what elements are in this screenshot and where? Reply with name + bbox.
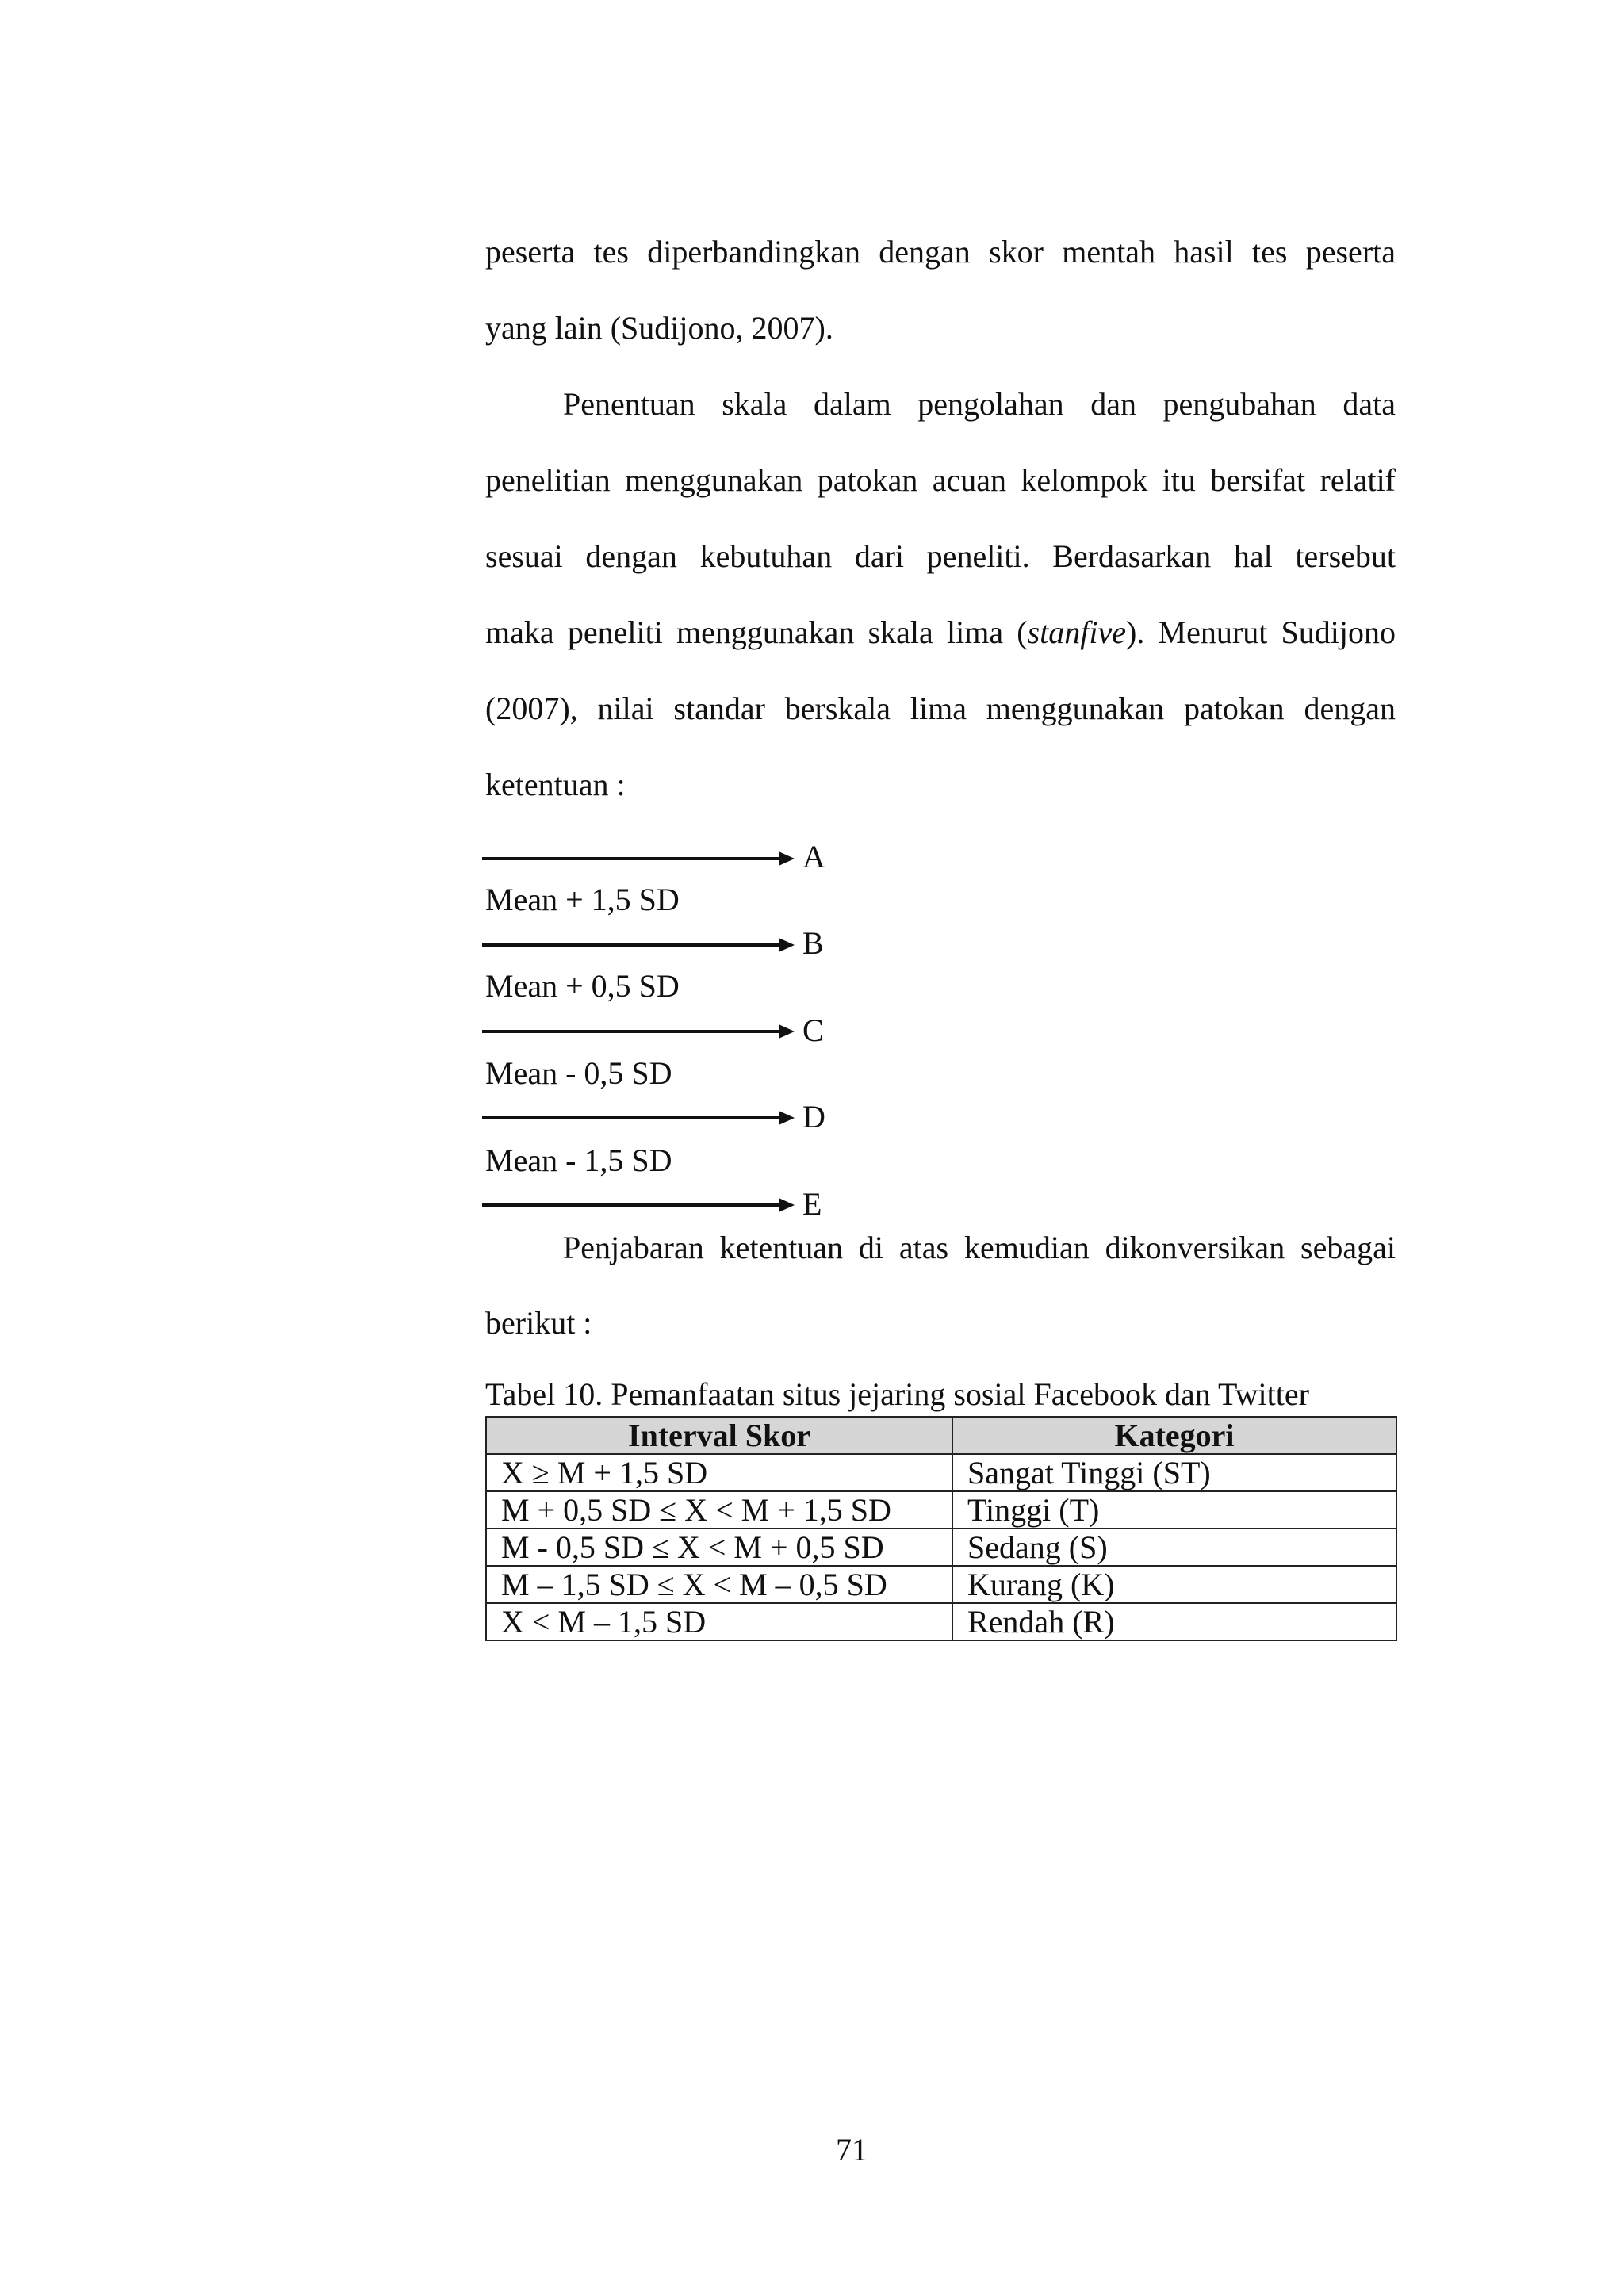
table-row bbox=[486, 1566, 1396, 1603]
cell-category: Kurang (K) bbox=[952, 1566, 1396, 1603]
grade-e: E bbox=[802, 1186, 822, 1222]
header-interval: Interval Skor bbox=[486, 1417, 952, 1454]
table-header-row bbox=[486, 1417, 1396, 1454]
paragraph2-line6: ketentuan : bbox=[485, 767, 626, 802]
paragraph2-line1: Penentuan skala dalam pengolahan dan pengubahan data bbox=[563, 386, 1396, 422]
arrow-right-icon bbox=[481, 1016, 798, 1047]
category-table bbox=[485, 1416, 1397, 1641]
paragraph2-line4-post: ). Menurut Sudijono bbox=[1126, 614, 1396, 650]
grade-d: D bbox=[802, 1099, 825, 1135]
header-category: Kategori bbox=[952, 1417, 1396, 1454]
table-row bbox=[486, 1454, 1396, 1491]
scale-arrow-e bbox=[481, 1189, 798, 1221]
table-row bbox=[486, 1603, 1396, 1640]
paragraph2-line2: penelitian menggunakan patokan acuan kelompok itu bersifat relatif bbox=[485, 462, 1396, 498]
cell-interval: M + 0,5 SD ≤ X < M + 1,5 SD bbox=[486, 1491, 952, 1529]
table-row bbox=[486, 1529, 1396, 1566]
paragraph2-line4 bbox=[485, 614, 1396, 652]
threshold-3: Mean - 0,5 SD bbox=[485, 1055, 672, 1091]
arrow-right-icon bbox=[481, 843, 798, 874]
cell-interval: M – 1,5 SD ≤ X < M – 0,5 SD bbox=[486, 1566, 952, 1603]
scale-arrow-d bbox=[481, 1102, 798, 1134]
arrow-right-icon bbox=[481, 929, 798, 961]
cell-interval: M - 0,5 SD ≤ X < M + 0,5 SD bbox=[486, 1529, 952, 1566]
scale-arrow-b bbox=[481, 929, 798, 961]
paragraph2-line4-italic: stanfive bbox=[1027, 614, 1127, 650]
cell-category: Sedang (S) bbox=[952, 1529, 1396, 1566]
threshold-2: Mean + 0,5 SD bbox=[485, 968, 680, 1004]
cell-category: Tinggi (T) bbox=[952, 1491, 1396, 1529]
threshold-1: Mean + 1,5 SD bbox=[485, 882, 680, 917]
cell-category: Sangat Tinggi (ST) bbox=[952, 1454, 1396, 1491]
paragraph2-line3: sesuai dengan kebutuhan dari peneliti. Berdasarkan hal tersebut bbox=[485, 538, 1396, 574]
threshold-4: Mean - 1,5 SD bbox=[485, 1142, 672, 1178]
grade-a: A bbox=[802, 839, 825, 874]
arrow-right-icon bbox=[481, 1189, 798, 1221]
paragraph2-line4-pre: maka peneliti menggunakan skala lima ( bbox=[485, 614, 1028, 650]
paragraph1-line2: yang lain (Sudijono, 2007). bbox=[485, 310, 833, 346]
paragraph1-line1: peserta tes diperbandingkan dengan skor mentah hasil tes peserta bbox=[485, 234, 1396, 270]
paragraph3-line2: berikut : bbox=[485, 1305, 592, 1341]
paragraph2-line5: (2007), nilai standar berskala lima menggunakan patokan dengan bbox=[485, 691, 1396, 726]
grade-b: B bbox=[802, 925, 824, 961]
table-row bbox=[486, 1491, 1396, 1529]
cell-interval: X < M – 1,5 SD bbox=[486, 1603, 952, 1640]
scale-arrow-a bbox=[481, 843, 798, 874]
cell-category: Rendah (R) bbox=[952, 1603, 1396, 1640]
page-number: 71 bbox=[836, 2132, 868, 2168]
table-caption: Tabel 10. Pemanfaatan situs jejaring sosial Facebook dan Twitter bbox=[485, 1376, 1309, 1412]
cell-interval: X ≥ M + 1,5 SD bbox=[486, 1454, 952, 1491]
paragraph3-line1: Penjabaran ketentuan di atas kemudian dikonversikan sebagai bbox=[563, 1230, 1396, 1265]
grade-c: C bbox=[802, 1012, 824, 1048]
arrow-right-icon bbox=[481, 1102, 798, 1134]
scale-arrow-c bbox=[481, 1016, 798, 1047]
